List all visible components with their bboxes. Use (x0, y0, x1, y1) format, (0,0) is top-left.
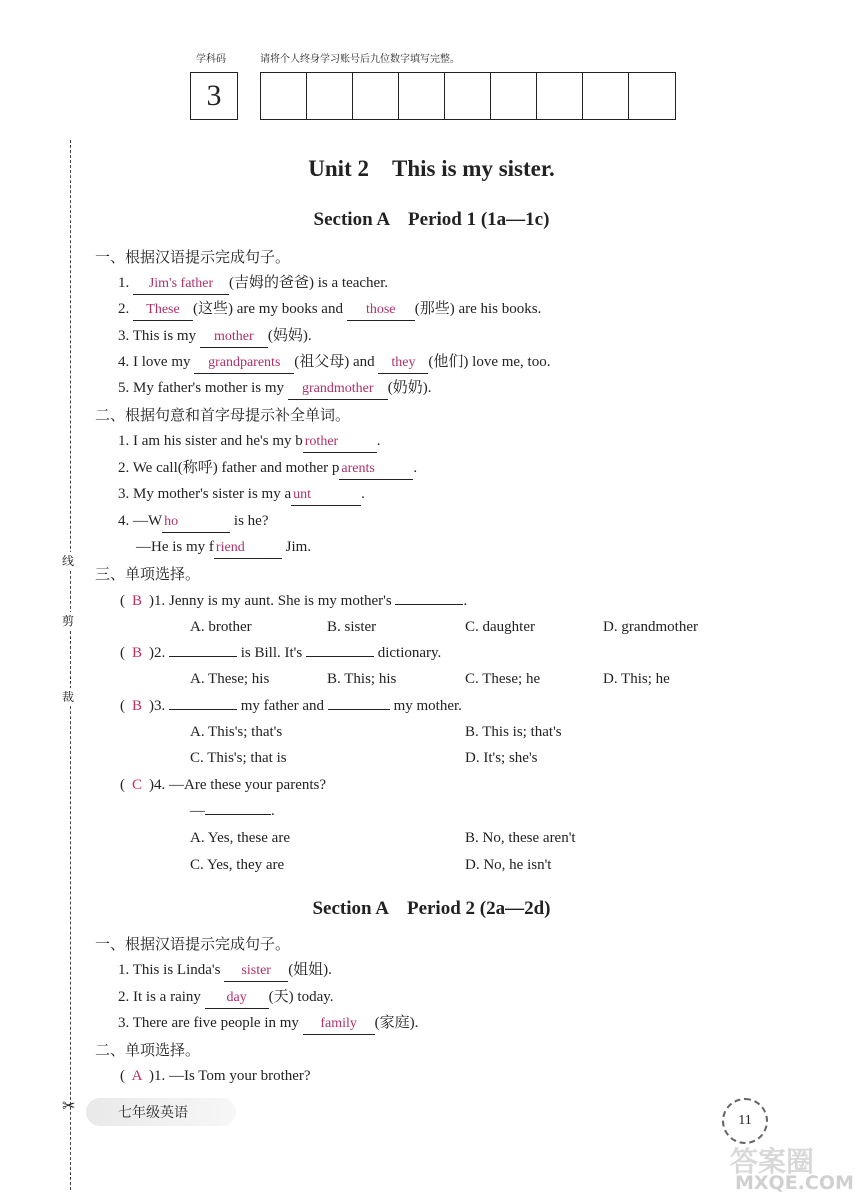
p2-mc-q1: ( A )1. —Is Tom your brother? (120, 1068, 311, 1084)
digit-box[interactable] (445, 73, 491, 119)
answer: grandparents (194, 353, 294, 374)
answer: day (205, 988, 269, 1009)
answer: These (133, 300, 193, 321)
mc-q1-b: B. sister (327, 619, 377, 635)
blank (328, 709, 390, 710)
answer: mother (200, 327, 268, 348)
p2-part1-heading: 一、根据汉语提示完成句子。 (95, 935, 291, 953)
mc-q4-d: D. No, he isn't (465, 857, 552, 873)
mc-answer: B (131, 593, 142, 609)
mc-q3-b: B. This is; that's (465, 724, 562, 740)
blank (169, 709, 237, 710)
p1-q5: 5. My father's mother is my grandmother (奶奶). (118, 378, 432, 400)
answer: those (347, 300, 415, 321)
mc-q3-c: C. This's; that is (190, 750, 287, 766)
blank (205, 814, 271, 815)
mc-answer: A (131, 1068, 143, 1084)
mc-q2-c: C. These; he (465, 671, 541, 687)
p1-p2-q4b: —He is my f riend Jim. (136, 537, 311, 559)
mc-q2: ( B )2. is Bill. It's dictionary. (120, 645, 442, 661)
answer: unt (291, 485, 361, 506)
p1-p2-q2: 2. We call(称呼) father and mother p arents . (118, 458, 417, 480)
instruction-text: 请将个人终身学习账号后九位数字填写完整。 (260, 54, 460, 65)
subject-code-value: 3 (206, 79, 222, 112)
digit-box[interactable] (491, 73, 537, 119)
period1-title: Section A Period 1 (1a—1c) (313, 209, 550, 230)
cut-line (70, 140, 71, 1190)
digit-box[interactable] (629, 73, 675, 119)
cut-label-trim: 裁 (62, 690, 75, 704)
p1-q1: 1. Jim's father (吉姆的爸爸) is a teacher. (118, 273, 388, 295)
mc-q3-a: A. This's; that's (190, 724, 283, 740)
mc-answer: C (131, 777, 142, 793)
watermark-logo: 答案圈 (730, 1145, 815, 1178)
p1-p2-q3: 3. My mother's sister is my a unt . (118, 484, 365, 506)
cut-label-cut: 剪 (62, 614, 75, 628)
p1-part2-heading: 二、根据句意和首字母提示补全单词。 (95, 406, 351, 424)
answer: rother (303, 432, 377, 453)
digit-box[interactable] (537, 73, 583, 119)
answer: arents (339, 459, 413, 480)
mc-q4: ( C )4. —Are these your parents? (120, 777, 327, 793)
mc-q2-a: A. These; his (190, 671, 270, 687)
answer: ho (162, 512, 230, 533)
mc-q1-d: D. grandmother (603, 619, 698, 635)
blank (169, 656, 237, 657)
scissors-icon: ✂ (62, 1098, 76, 1115)
mc-q3-d: D. It's; she's (465, 750, 538, 766)
p1-part1-heading: 一、根据汉语提示完成句子。 (95, 248, 291, 266)
answer: they (378, 353, 428, 374)
watermark-url: MXQE.COM (735, 1172, 854, 1194)
mc-q4-b: B. No, these aren't (465, 830, 576, 846)
digit-box[interactable] (399, 73, 445, 119)
code-label: 学科码 (196, 54, 226, 65)
p2-q2: 2. It is a rainy day (天) today. (118, 987, 334, 1009)
digit-box[interactable] (261, 73, 307, 119)
mc-q3: ( B )3. my father and my mother. (120, 698, 462, 714)
mc-q1-a: A. brother (190, 619, 252, 635)
digit-box[interactable] (583, 73, 629, 119)
answer: sister (224, 961, 288, 982)
p1-q4: 4. I love my grandparents (祖父母) and they (他们) love me, too. (118, 352, 550, 374)
mc-q4-a: A. Yes, these are (190, 830, 290, 846)
p1-part3-heading: 三、单项选择。 (95, 565, 201, 583)
blank (306, 656, 374, 657)
p2-q3: 3. There are five people in my family (家庭). (118, 1013, 418, 1035)
subject-code-box (190, 72, 238, 120)
mc-q1-c: C. daughter (465, 619, 535, 635)
answer: Jim's father (133, 274, 229, 295)
unit-title: Unit 2 This is my sister. (308, 156, 555, 181)
p2-part2-heading: 二、单项选择。 (95, 1041, 201, 1059)
mc-q1: ( B )1. Jenny is my aunt. She is my mother's . (120, 593, 468, 609)
grade-label: 七年级英语 (118, 1105, 188, 1121)
answer: grandmother (288, 379, 388, 400)
answer: riend (214, 538, 282, 559)
mc-q2-b: B. This; his (327, 671, 397, 687)
mc-answer: B (131, 645, 142, 661)
p2-q1: 1. This is Linda's sister (姐姐). (118, 960, 332, 982)
digit-box[interactable] (307, 73, 353, 119)
p1-q2: 2. These (这些) are my books and those (那些) are his books. (118, 299, 541, 321)
mc-q4-reply: — . (190, 803, 275, 819)
blank (395, 604, 463, 605)
digit-box[interactable] (353, 73, 399, 119)
cut-label-line: 线 (62, 554, 75, 568)
p1-q3: 3. This is my mother (妈妈). (118, 326, 312, 348)
p1-p2-q4: 4. —W ho is he? (118, 511, 269, 533)
page-number: 11 (722, 1098, 768, 1144)
mc-q4-c: C. Yes, they are (190, 857, 285, 873)
answer: family (303, 1014, 375, 1035)
p1-p2-q1: 1. I am his sister and he's my b rother . (118, 431, 381, 453)
period2-title: Section A Period 2 (2a—2d) (312, 898, 551, 919)
account-number-boxes[interactable] (260, 72, 676, 120)
mc-answer: B (131, 698, 142, 714)
mc-q2-d: D. This; he (603, 671, 670, 687)
